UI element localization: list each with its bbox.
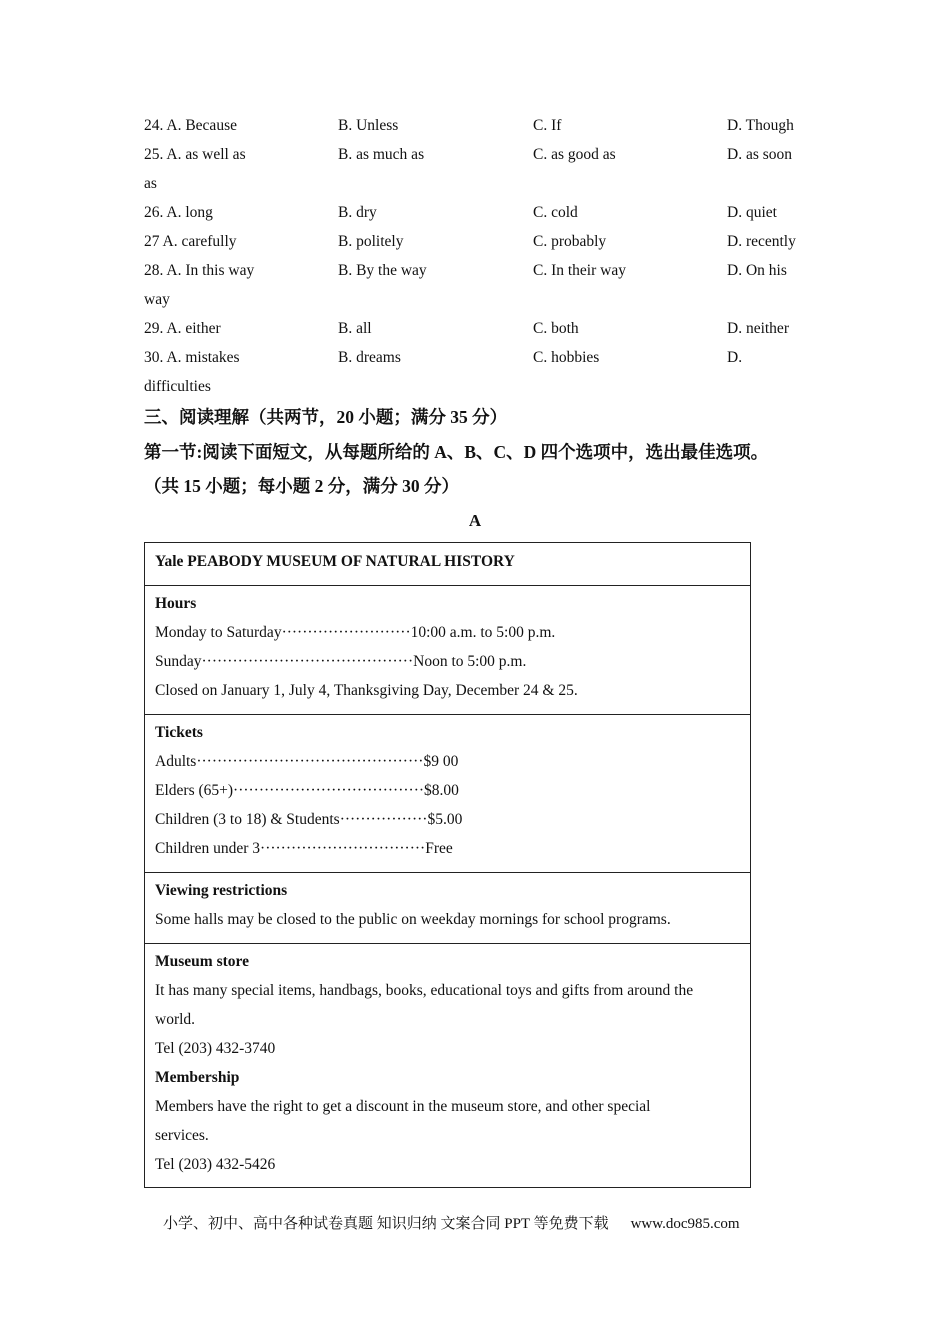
membership-tel: Tel (203) 432-5426: [155, 1156, 276, 1173]
option-c: C. as good as: [533, 146, 616, 163]
option-d: D. as soon: [727, 146, 793, 163]
hours-section: [145, 585, 750, 714]
part-heading-scoring: （共 15 小题；每小题 2 分，满分 30 分）: [144, 476, 459, 496]
option-d: D.: [727, 349, 743, 366]
option-b: B. politely: [338, 233, 404, 250]
option-c: C. both: [533, 320, 579, 337]
footer-url[interactable]: www.doc985.com: [630, 1216, 740, 1232]
hours-closed: Closed on January 1, July 4, Thanksgiving Day, December 24 & 25.: [155, 682, 578, 699]
tickets-section: [145, 714, 750, 872]
page-footer: [163, 1210, 740, 1238]
option-d: D. Though: [727, 117, 794, 134]
hours-weekday: Monday to Saturday·························10:00 a.m. to 5:00 p.m.: [155, 624, 556, 641]
option-a: 29. A. either: [144, 320, 221, 337]
option-b: B. as much as: [338, 146, 425, 163]
store-text-line-1: It has many special items, handbags, books, educational toys and gifts from around the: [155, 982, 694, 999]
option-b: B. Unless: [338, 117, 399, 134]
ticket-elders: Elders (65+)·····································$8.00: [155, 782, 459, 799]
notice-title: Yale PEABODY MUSEUM OF NATURAL HISTORY: [155, 553, 515, 570]
option-c: C. cold: [533, 204, 578, 221]
option-b: B. dreams: [338, 349, 401, 366]
option-c: C. If: [533, 117, 562, 134]
option-continuation: as: [144, 175, 157, 192]
store-membership-section: [145, 943, 750, 1187]
option-b: B. By the way: [338, 262, 427, 279]
option-d: D. quiet: [727, 204, 777, 221]
option-a: 27 A. carefully: [144, 233, 237, 250]
option-continuation: difficulties: [144, 378, 211, 395]
ticket-children-under-3: Children under 3································Free: [155, 840, 453, 857]
store-text-line-2: world.: [155, 1011, 196, 1028]
store-tel: Tel (203) 432-3740: [155, 1040, 276, 1057]
option-a: 26. A. long: [144, 204, 213, 221]
option-c: C. probably: [533, 233, 607, 250]
section-heading: 三、阅读理解（共两节，20 小题；满分 35 分）: [144, 407, 508, 427]
part-heading: 第一节:阅读下面短文，从每题所给的 A、B、C、D 四个选项中，选出最佳选项。: [144, 442, 769, 462]
option-continuation: way: [144, 291, 170, 308]
option-b: B. dry: [338, 204, 377, 221]
tickets-heading: Tickets: [155, 724, 203, 741]
membership-text-line-1: Members have the right to get a discount in the museum store, and other special: [155, 1098, 651, 1115]
viewing-text: Some halls may be closed to the public on weekday mornings for school programs.: [155, 911, 671, 928]
option-d: D. neither: [727, 320, 789, 337]
hours-heading: Hours: [155, 595, 197, 612]
option-c: C. In their way: [533, 262, 626, 279]
viewing-heading: Viewing restrictions: [155, 882, 288, 899]
ticket-children-students: Children (3 to 18) & Students·················$5.00: [155, 811, 463, 828]
option-a: 24. A. Because: [144, 117, 237, 134]
option-c: C. hobbies: [533, 349, 600, 366]
museum-notice-table: [144, 542, 751, 1188]
store-heading: Museum store: [155, 953, 249, 970]
membership-heading: Membership: [155, 1069, 240, 1086]
option-d: D. On his: [727, 262, 787, 279]
hours-sunday: Sunday·········································Noon to 5:00 p.m.: [155, 653, 527, 670]
option-a: 30. A. mistakes: [144, 349, 240, 366]
option-d: D. recently: [727, 233, 796, 250]
footer-text: 小学、初中、高中各种试卷真题 知识归纳 文案合同 PPT 等免费下载: [163, 1216, 609, 1232]
option-a: 28. A. In this way: [144, 262, 255, 279]
passage-letter: A: [468, 511, 482, 530]
membership-text-line-2: services.: [155, 1127, 209, 1144]
ticket-adults: Adults············································$9 00: [155, 753, 459, 770]
option-a: 25. A. as well as: [144, 146, 246, 163]
notice-title-section: [145, 543, 750, 585]
option-b: B. all: [338, 320, 372, 337]
viewing-section: [145, 872, 750, 943]
